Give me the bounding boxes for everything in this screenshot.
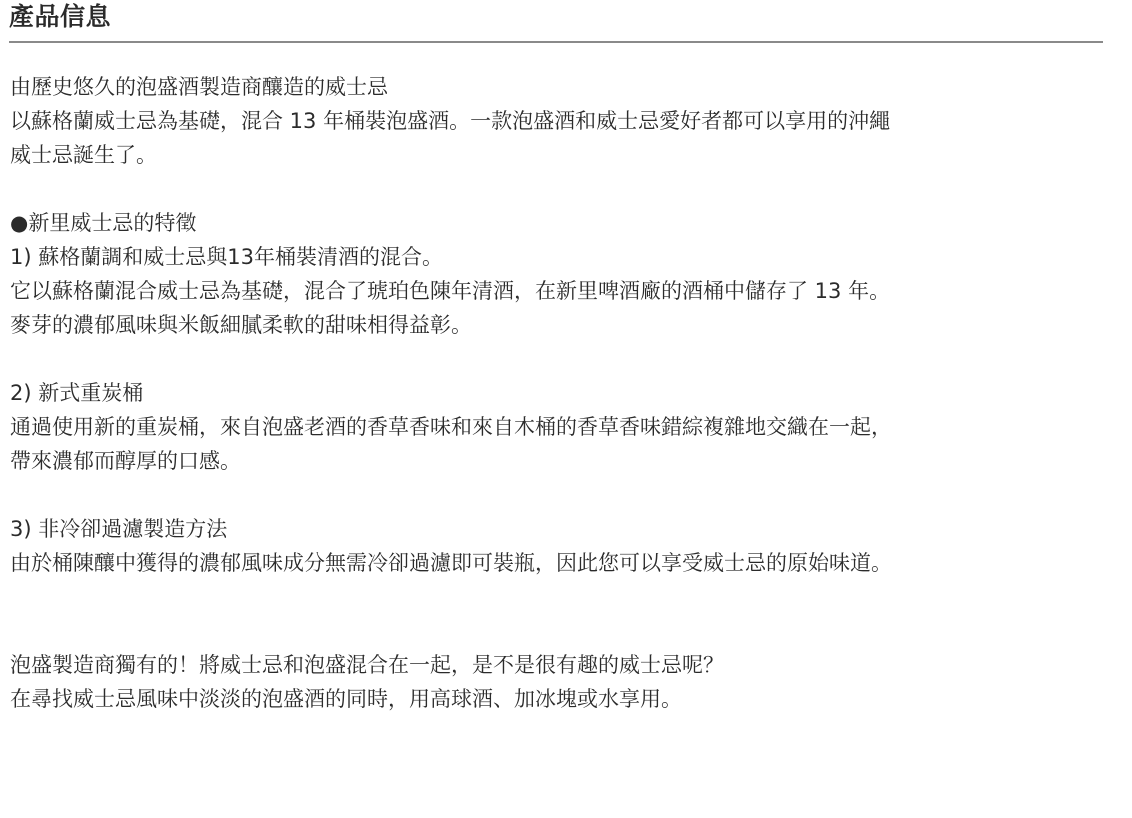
spacer: [10, 342, 1120, 376]
feature-title: 1) 蘇格蘭調和威士忌與13年桶裝清酒的混合。: [10, 245, 443, 269]
spacer: [10, 478, 1120, 512]
intro-line: 由歷史悠久的泡盛酒製造商釀造的威士忌: [10, 75, 388, 99]
feature-item-1: [10, 240, 1120, 342]
spacer: [10, 172, 1120, 206]
feature-line: 它以蘇格蘭混合威士忌為基礎，混合了琥珀色陳年清酒，在新里啤酒廠的酒桶中儲存了 13 年。: [10, 279, 891, 303]
section-title: 產品信息: [9, 2, 112, 31]
feature-line: 通過使用新的重炭桶，來自泡盛老酒的香草香味和來自木桶的香草香味錯綜複雜地交織在一起，: [10, 415, 892, 439]
feature-item-3: [10, 512, 1120, 580]
feature-line: 由於桶陳釀中獲得的濃郁風味成分無需冷卻過濾即可裝瓶，因此您可以享受威士忌的原始味道。: [10, 551, 892, 575]
feature-line: 帶來濃郁而醇厚的口感。: [10, 449, 241, 473]
intro-paragraph: [10, 70, 1120, 172]
feature-title: 3) 非冷卻過濾製造方法: [10, 517, 228, 541]
features-heading: ●新里威士忌的特徵: [10, 211, 197, 235]
feature-title: 2) 新式重炭桶: [10, 381, 144, 405]
closing-line: 泡盛製造商獨有的！將威士忌和泡盛混合在一起，是不是很有趣的威士忌呢？: [10, 653, 724, 677]
closing-line: 在尋找威士忌風味中淡淡的泡盛酒的同時，用高球酒、加冰塊或水享用。: [10, 687, 682, 711]
feature-line: 麥芽的濃郁風味與米飯細膩柔軟的甜味相得益彰。: [10, 313, 472, 337]
intro-line: 以蘇格蘭威士忌為基礎，混合 13 年桶裝泡盛酒。一款泡盛酒和威士忌愛好者都可以享用的沖繩: [10, 109, 891, 133]
spacer: [10, 614, 1120, 648]
features-section: [10, 206, 1120, 580]
closing-paragraph: [10, 648, 1120, 716]
intro-line: 威士忌誕生了。: [10, 143, 157, 167]
feature-item-2: [10, 376, 1120, 478]
spacer: [10, 580, 1120, 614]
product-description: [10, 70, 1120, 716]
section-header: [9, 0, 1103, 43]
